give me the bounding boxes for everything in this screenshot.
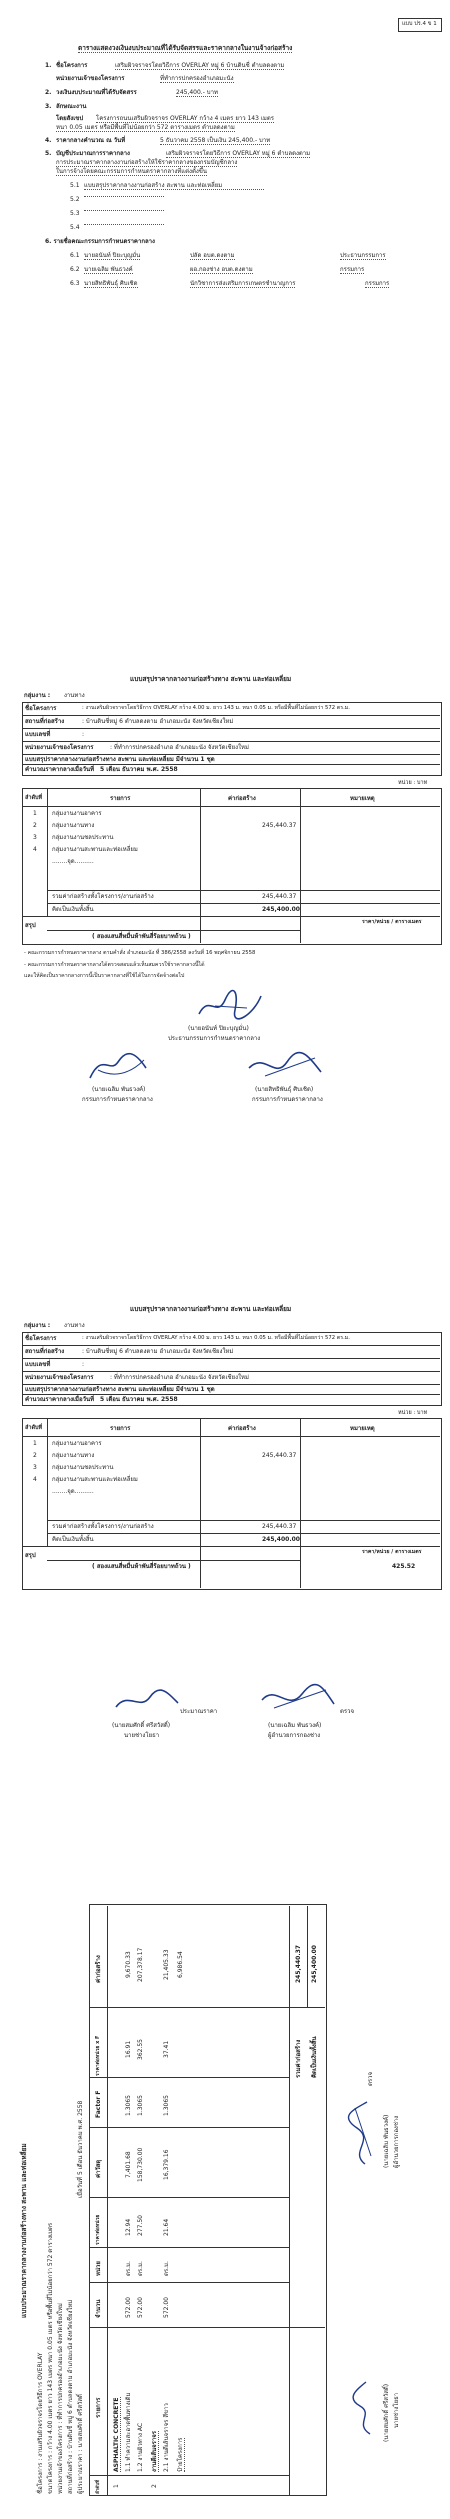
estimate-row-factor: 1.3065 [137,2095,144,2116]
item-5-label: บัญชีประมาณการราคากลาง [56,150,130,157]
estimate-left-name: (นายสมศักดิ์ ศรีสวัสดิ์) [383,2383,390,2442]
estimate-row-name: ASPHALTIC CONCRETE [113,2397,120,2472]
summary1-info-line [22,728,440,729]
summary1-heading: แบบสรุปราคากลางงานก่อสร้างทาง สะพาน และท่อเหลี่ยม [130,675,292,683]
summary2-text-amount: ( สองแสนสี่หมื่นห้าพันสี่ร้อยบาทถ้วน ) [92,1563,191,1570]
estimate-title: แบบประมาณราคากลางงานก่อสร้างทาง สะพาน และท่อเหลี่ยม [20,2143,28,2318]
item-4-value: 5 ธันวาคม 2558 เป็นเงิน 245,400.- บาท [160,137,271,144]
estimate-row-cost: 9,670.33 [125,1951,132,1978]
summary1-chair-role: ประธานกรรมการกำหนดราคากลาง [168,1035,261,1042]
estimate-row-material: 16,379.16 [163,2149,170,2180]
estimate-row-unit: ตร.ม. [137,2261,144,2276]
item-4-num: 4. [45,137,52,144]
estimate-row-num: 2 [151,2484,158,2488]
summary2-site-value: : บ้านดินชี่หมู่ 6 ตำบลดงตาม อำเภอมะนัง จังหวัดเชียงใหม่ [82,1348,234,1355]
summary2-row-name: กลุ่มงานงานอาคาร [52,1440,102,1447]
summary2-heading: แบบสรุปราคากลางงานก่อสร้างทาง สะพาน และท่อเหลี่ยม [130,1305,292,1313]
summary2-header-line [22,1436,440,1437]
summary1-row-name: กลุ่มงานงานทาง [52,822,95,829]
estimate-row-material: 7,401.68 [125,2151,132,2178]
committee-3-pos: กรรมการ [365,280,390,287]
summary2-col-divider [300,1418,301,1588]
estimate-row-price-f: 16.91 [125,2040,132,2058]
sub-5-4-num: 5.4 [70,224,80,231]
item-2-num: 2. [45,89,52,96]
summary1-row-name: ........จุด.......... [52,858,94,865]
estimate-col-item: รายการ [95,2397,102,2418]
estimate-header-5: ผู้ประมาณราคา : นายสมศักดิ์ ศรีสวัสดิ์ [77,2394,84,2494]
sub-5-4-value [84,224,164,225]
estimate-total-label: รวมค่าก่อสร้าง [295,2039,302,2078]
page-title: ตารางแสดงวงเงินงบประมาณที่ได้รับจัดสรรและราคากลางในงานจ้างก่อสร้าง [78,44,293,52]
form-code: แบบ ปร.4 ข 1 [402,21,437,27]
estimate-row-factor: 1.3065 [163,2095,170,2116]
summary1-note-3: และให้คิดเป็นราคากลางการนี้เป็นราคากลางที่ใช้ได้ในการจัดจ้างต่อไป [24,973,185,979]
estimate-row-price-f: 37.41 [163,2040,170,2058]
summary2-per-unit-value: 425.52 [392,1563,416,1570]
page-2-summary [0,660,450,1260]
summary1-drawing-label: แบบเลขที่ [25,731,51,738]
summary1-project-value: : งานเสริมผิวจราจรโดยวิธีการ OVERLAY กว้าง 4.00 ม. ยาว 143 ม. หนา 0.05 ม. หรือมีพื้นที่ไม่น้อยกว่า 572 ตร.ม. [82,705,350,711]
summary1-drawing-value: : [82,731,85,738]
chair-signature [195,988,265,1022]
summary1-unit: หน่วย : บาท [398,780,428,786]
summary2-drawing-value: : [82,1361,85,1368]
estimate-col-divider [89,2197,289,2198]
estimate-header-4: สถานที่ก่อสร้าง : บ้านดินชี่ หมู่ 6 ตำบลดงตาม อำเภอมะนัง จังหวัดเชียงใหม่ [67,2299,74,2494]
estimate-right-name: (นายเฉลิม พันธวงค์) [383,2114,390,2168]
estimate-check-label: ตรวจ [367,2071,374,2086]
estimate-row-unit: ตร.ม. [125,2261,132,2276]
page-3-summary [0,1290,450,1810]
summary2-sets-label: แบบสรุปราคากลางงานก่อสร้างทาง สะพาน และท่อเหลี่ยม มีจำนวน 1 ชุด [25,1386,215,1393]
estimate-right-role: ผู้อำนวยการกองช่าง [393,2115,400,2168]
item-1-value: เสริมผิวจราจรโดยวิธีการ OVERLAY หมู่ 6 บ้านดินชี่ ตำบลดงตาม [115,62,285,69]
committee-2-num: 6.2 [70,266,80,273]
item-5-value-line1: เสริมผิวจราจรโดยวิธีการ OVERLAY หมู่ 6 ตำบลดงตาม [166,150,311,157]
estimate-row-name: 2.1 งานตีเส้นจราจร สีขาว [163,2403,170,2472]
summary1-sum-label: สรุป [25,922,36,929]
summary1-site-value: : บ้านดินชี่หมู่ 6 ตำบลดงตาม อำเภอมะนัง จังหวัดเชียงใหม่ [82,718,234,725]
summary2-row-name: ........จุด.......... [52,1488,94,1495]
committee-2-name: นายเฉลิม พันธวงค์ [84,266,133,273]
estimate-header-1: ชื่อโครงการ : งานเสริมผิวจราจรโดยวิธีการ OVERLAY [37,2352,44,2494]
item-2-label: วงเงินงบประมาณที่ได้รับจัดสรร [56,89,137,96]
summary1-site-label: สถานที่ก่อสร้าง [25,718,65,725]
estimate-row-price: 21.64 [163,2218,170,2236]
summary2-sum-label: สรุป [25,1552,36,1559]
summary2-group-value: งานทาง [64,1322,85,1329]
summary2-info-line [22,1384,440,1385]
summary2-row-num: 3 [33,1464,37,1471]
summary1-project-label: ชื่อโครงการ [25,705,57,712]
estimate-row-name: ป้ายโครงการ [177,2437,184,2472]
item-5-value-line3: ในการจ้างโดยคณะกรรมการกำหนดราคากลางที่แต่งตั้งขึ้น [56,168,207,175]
summary2-drawing-label: แบบเลขที่ [25,1361,51,1368]
summary2-group-label: กลุ่มงาน : [24,1322,51,1329]
estimate-col-divider [89,2247,289,2248]
summary1-note-2: - คณะกรรมการกำหนดราคากลางได้ตรวจสอบแล้วเห็นสมควรใช้ราคากลางนี้ได้ [24,962,205,968]
summary2-project-label: ชื่อโครงการ [25,1335,57,1342]
estimate-row-price: 12.94 [125,2218,132,2236]
summary2-row-name: กลุ่มงานงานชลประทาน [52,1464,114,1471]
summary2-right-name: (นายเฉลิม พันธวงค์) [268,1722,322,1729]
summary2-left-role: นายช่างโยธา [124,1732,160,1739]
summary1-sum-line [22,916,440,917]
committee-1-name: นายอนันท์ ปิยะบุญมั่น [84,252,141,259]
item-3-summary-line1: โครงการถนนเสริมผิวจราจร OVERLAY กว้าง 4 เมตร ยาว 143 เมตร [96,115,274,122]
summary2-info-line [22,1394,440,1395]
summary1-row-cost: 245,440.37 [262,822,297,829]
summary1-info-line [22,715,440,716]
estimate-rounded-value: 245,400.00 [311,1945,318,1983]
estimate-row-factor: 1.3065 [125,2095,132,2116]
summary2-info-line [22,1345,440,1346]
summary1-rounded-label: คิดเป็นเงินทั้งสิ้น [52,906,94,913]
estimate-right-signature [347,2098,377,2168]
summary1-right-name: (นายสิทธิพันธุ์ ศิบเชิด) [255,1086,314,1093]
summary1-left-name: (นายเฉลิม พันธวงค์) [92,1086,146,1093]
summary2-row-num: 1 [33,1440,37,1447]
summary2-col-remark: หมายเหตุ [350,1425,375,1432]
summary2-col-no: ลำดับที่ [25,1425,43,1431]
summary2-row-num: 4 [33,1476,37,1483]
estimate-col-divider [89,2282,289,2283]
summary1-group-value: งานทาง [64,692,85,699]
summary2-row-cost: 245,440.37 [262,1452,297,1459]
summary1-total-value: 245,440.37 [262,893,297,900]
summary1-rounded-value: 245,400.00 [262,906,300,913]
estimate-rounded-line [307,1906,308,2008]
item-1-num: 1. [45,62,52,69]
sub-5-3-num: 5.3 [70,210,80,217]
estimate-row-name: 1.2 งานผิวทาง AC [137,2422,144,2472]
summary1-owner-value: : ที่ทำการปกครองอำเภอ อำเภอมะนัง จังหวัดเชียงใหม่ [110,744,249,751]
summary2-sum-line [22,1546,440,1547]
sub-5-2-num: 5.2 [70,196,80,203]
estimate-col-material: ค่าวัสดุ [95,2159,102,2178]
estimate-row-cost: 207,378.17 [137,1947,144,1982]
summary1-date-label: คำนวณราคากลางเมื่อวันที่ [25,766,95,773]
estimate-rounded-label: คิดเป็นเงินทั้งสิ้น [311,2036,318,2078]
summary2-row-num: 2 [33,1452,37,1459]
committee-1-num: 6.1 [70,252,80,259]
estimate-header-line [107,1906,108,2496]
summary1-date-value: 5 เดือน ธันวาคม พ.ศ. 2558 [100,766,178,773]
estimate-col-divider [89,2475,289,2476]
summary2-col-item: รายการ [110,1425,131,1432]
estimate-col-price: ราคาต่อหน่วย [95,2214,101,2245]
item-3-summary-line2: หนา 0.05 เมตร หรือมีพื้นที่ไม่น้อยกว่า 572 ตารางเมตร ตำบลดงตาม [56,124,235,131]
summary1-text-amount: ( สองแสนสี่หมื่นห้าพันสี่ร้อยบาทถ้วน ) [92,933,191,940]
summary1-group-label: กลุ่มงาน : [24,692,51,699]
item-1-label: ชื่อโครงการ [56,62,88,69]
item-2-value: 245,400.- บาท [176,89,218,96]
summary1-row-num: 2 [33,822,37,829]
summary1-left-role: กรรมการกำหนดราคากลาง [82,1096,153,1103]
summary2-col-cost: ค่าก่อสร้าง [228,1425,256,1432]
sub-5-3-value [84,210,164,211]
summary2-left-name: (นายสมศักดิ์ ศรีสวัสดิ์) [112,1722,171,1729]
estimate-row-qty: 572.00 [125,2297,132,2318]
summary1-right-role: กรรมการกำหนดราคากลาง [252,1096,323,1103]
estimate-header-6: เมื่อวันที่ 5 เดือน ธันวาคม พ.ศ. 2558 [77,2100,84,2198]
item-5-num: 5. [45,150,52,157]
summary1-col-divider [300,788,301,943]
sub-5-1-value: แบบสรุปราคากลางงานก่อสร้าง สะพาน และท่อเหลี่ยม [84,182,264,190]
page-4-estimate [0,1870,450,2519]
summary1-rounded-line [47,903,440,904]
page-1-budget-form [0,0,450,560]
committee-3-num: 6.3 [70,280,80,287]
estimate-total-line [289,1906,290,2496]
summary1-amount-line [47,930,300,931]
summary2-left-line: ประมาณราคา [180,1708,218,1715]
estimate-row-price-f: 362.55 [137,2039,144,2060]
summary2-rounded-value: 245,400.00 [262,1536,300,1543]
item-6-label: 6. รายชื่อคณะกรรมการกำหนดราคากลาง [45,238,155,245]
summary1-info-line [22,754,440,755]
summary1-row-num: 1 [33,810,37,817]
estimate-row-name: 1.1 ทำความสะอาดพื้นทางเดิม [125,2392,132,2472]
summary2-per-unit-label: ราคา/หน่วย / ตารางเมตร [362,1549,422,1555]
committee-1-pos: ประธานกรรมการ [340,252,386,259]
estimate-row-price: 277.50 [137,2215,144,2236]
estimate-header-3: หน่วยงานเจ้าของโครงการ : ที่ทำการปกครองอำเภอมะนัง จังหวัดเชียงใหม่ [57,2303,64,2494]
estimator-signature [112,1685,182,1715]
summary1-row-name: กลุ่มงานงานสะพานและท่อเหลี่ยม [52,846,138,853]
summary2-amount-line [47,1560,300,1561]
estimate-col-divider [89,2127,289,2128]
summary1-per-unit-label: ราคา/หน่วย / ตารางเมตร [362,919,422,925]
summary1-col-no: ลำดับที่ [25,795,43,801]
summary2-project-value: : งานเสริมผิวจราจรโดยวิธีการ OVERLAY กว้าง 4.00 ม. ยาว 143 ม. หนา 0.05 ม. หรือมีพื้นที่ไม่น้อยกว่า 572 ตร.ม. [82,1335,350,1341]
estimate-col-unit: หน่วย [95,2261,102,2276]
estimate-row-qty: 572.00 [137,2297,144,2318]
summary1-col-divider [200,788,201,943]
summary1-header-line [22,806,440,807]
summary2-owner-value: : ที่ทำการปกครองอำเภอ อำเภอมะนัง จังหวัดเชียงใหม่ [110,1374,249,1381]
estimate-left-signature [350,2378,376,2438]
item-3-label: ลักษณะงาน [56,103,87,110]
summary2-total-line [47,1520,440,1521]
summary2-col-divider [200,1418,201,1588]
summary2-rounded-label: คิดเป็นเงินทั้งสิ้น [52,1536,94,1543]
summary2-info-line [22,1371,440,1372]
summary1-total-label: รวมค่าก่อสร้างทั้งโครงการ/งานก่อสร้าง [52,893,154,900]
estimate-col-cost: ค่าก่อสร้าง [95,1955,102,1983]
summary1-col-remark: หมายเหตุ [350,795,375,802]
summary1-owner-label: หน่วยงานเจ้าของโครงการ [25,744,94,751]
summary1-row-num: 3 [33,834,37,841]
owner-label: หน่วยงานเจ้าของโครงการ [56,75,125,82]
summary1-col-divider [47,788,48,916]
item-5-value-line2: การประมาณราคากลางงานก่อสร้างให้ใช้ราคากลางของกรมบัญชีกลาง [56,159,238,166]
summary2-total-value: 245,440.37 [262,1523,297,1530]
committee-3-role: นักวิชาการส่งเสริมการเกษตรชำนาญการ [190,280,296,287]
summary2-site-label: สถานที่ก่อสร้าง [25,1348,65,1355]
summary2-unit: หน่วย : บาท [398,1410,428,1416]
estimate-row-num: 1 [113,2484,120,2488]
summary2-row-name: กลุ่มงานงานทาง [52,1452,95,1459]
item-3-summary-label: โดยสังเขป [56,115,84,122]
estimate-col-divider [89,2077,289,2078]
summary1-row-name: กลุ่มงานงานอาคาร [52,810,102,817]
summary1-info-line [22,741,440,742]
estimate-left-role: นายช่างโยธา [393,2392,400,2428]
committee-1-role: ปลัด อบต.ดงตาม [190,252,235,259]
estimate-row-qty: 572.00 [163,2297,170,2318]
summary2-col-divider [47,1418,48,1546]
committee-3-name: นายสิทธิพันธุ์ ศิบเชิด [84,280,138,287]
estimate-row-unit: ตร.ม. [163,2261,170,2276]
estimate-row-cost: 21,405.33 [163,1949,170,1980]
estimate-rotated-sheet [15,1898,435,2498]
sub-5-2-value [84,196,164,197]
estimate-row-name: งานตีเส้นจราจร [151,2431,158,2472]
summary2-right-line: ตรวจ [340,1708,355,1715]
summary1-col-item: รายการ [110,795,131,802]
estimate-row-material: 158,730.00 [137,2147,144,2182]
summary1-info-line [22,764,440,765]
checker-signature [258,1682,338,1714]
summary2-total-label: รวมค่าก่อสร้างทั้งโครงการ/งานก่อสร้าง [52,1523,154,1530]
summary1-total-line [47,890,440,891]
committee-2-role: ผอ.กองช่าง อบต.ดงตาม [190,266,253,273]
summary2-date-value: 5 เดือน ธันวาคม พ.ศ. 2558 [100,1396,178,1403]
committee-2-pos: กรรมการ [340,266,365,273]
estimate-col-no: ลำดับที่ [96,2479,101,2494]
summary1-row-num: 4 [33,846,37,853]
owner-value: ที่ทำการปกครองอำเภอมะนัง [160,75,234,82]
summary2-owner-label: หน่วยงานเจ้าของโครงการ [25,1374,94,1381]
summary1-row-name: กลุ่มงานงานชลประทาน [52,834,114,841]
estimate-col-price-f: ราคาต่อหน่วย x F [95,2035,101,2076]
summary2-row-name: กลุ่มงานงานสะพานและท่อเหลี่ยม [52,1476,138,1483]
estimate-col-factor: Factor F [95,2090,102,2118]
sub-5-1-num: 5.1 [70,182,80,189]
estimate-col-qty: จำนวน [95,2299,102,2318]
estimate-total-value: 245,440.37 [295,1945,302,1983]
item-3-num: 3. [45,103,52,110]
summary2-date-label: คำนวณราคากลางเมื่อวันที่ [25,1396,95,1403]
summary1-note-1: - คณะกรรมการกำหนดราคากลาง ตามคำสั่ง อำเภอมะนัง ที่ 386/2558 ลงวันที่ 16 พฤศจิกายน 2558 [24,950,256,956]
summary2-info-line [22,1358,440,1359]
summary1-col-cost: ค่าก่อสร้าง [228,795,256,802]
summary1-sets-label: แบบสรุปราคากลางงานก่อสร้างทาง สะพาน และท่อเหลี่ยม มีจำนวน 1 ชุด [25,756,215,763]
right-committee-signature [245,1048,325,1084]
estimate-header-2: ขนาดโครงการ : กว้าง 4.00 เมตร ยาว 143 เมตร หนา 0.05 เมตร หรือพื้นที่ไม่น้อยกว่า 572 ตารางเมตร [47,2222,54,2494]
summary2-rounded-line [47,1533,440,1534]
item-4-label: ราคากลางคำนวณ ณ วันที่ [56,137,126,144]
estimate-row-cost: 6,986.54 [177,1951,184,1978]
left-committee-signature [84,1048,154,1084]
summary1-chair-name: (นายอนันท์ ปิยะบุญมั่น) [188,1025,249,1032]
summary2-right-role: ผู้อำนวยการกองช่าง [268,1732,321,1739]
